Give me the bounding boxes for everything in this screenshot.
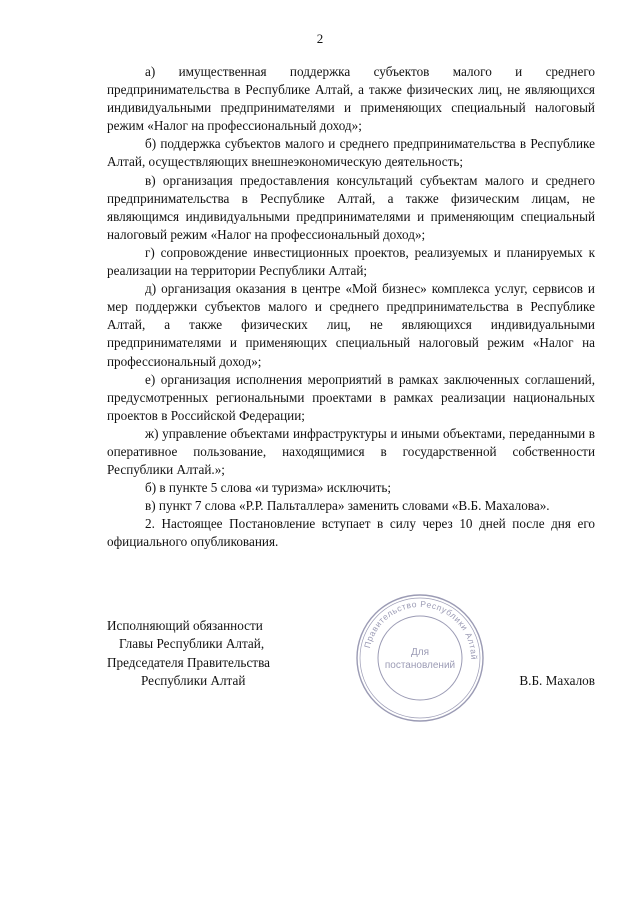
paragraph-item-e: е) организация исполнения мероприятий в рамках заключенных соглашений, предусмотренных региональными проектами в рамках реализации национальных проектов в Российской Федерации; xyxy=(107,371,595,423)
page-number: 2 xyxy=(316,31,324,46)
paragraph-item-zh: ж) управление объектами инфраструктуры и иными объектами, переданными в оперативное пользование, находящимися в государственной собственности Республики Алтай.»; xyxy=(107,425,595,478)
paragraph-item-a: а) имущественная поддержка субъектов малого и среднего предпринимательства в Республике Алтай, а также физических лиц, не являющихся индивидуальными предпринимателями и применяющих специальный налоговый режим «Налог на профессиональный доход»; xyxy=(107,64,595,134)
paragraph-item-b: б) поддержка субъектов малого и среднего предпринимательства в Республике Алтай, осуществляющих внешнеэкономическую деятельность; xyxy=(107,136,595,170)
svg-text:постановлений: постановлений xyxy=(384,660,456,671)
paragraph-amend-v: в) пункт 7 слова «Р.Р. Пальталлера» заменить словами «В.Б. Махалова». xyxy=(145,498,550,514)
signatory-title-line: Исполняющий обязанности xyxy=(107,618,263,633)
signature-block xyxy=(107,617,595,707)
paragraph-amend-b: б) в пункте 5 слова «и туризма» исключить; xyxy=(145,480,392,496)
svg-text:Правительство Республики Алтай: Правительство Республики Алтай xyxy=(362,598,480,661)
signatory-title-line: Председателя Правительства xyxy=(107,655,270,670)
svg-text:Для: Для xyxy=(410,647,430,658)
signatory-title-line: Главы Республики Алтай, xyxy=(119,636,265,651)
signatory-title-line: Республики Алтай xyxy=(141,673,246,688)
paragraph-item-v: в) организация предоставления консультаций субъектам малого и среднего предпринимательства в Республике Алтай, а также физическим лицам, не являющимся индивидуальными предпринимателями и применяющим специальный налоговый режим «Налог на профессиональный доход»; xyxy=(107,172,595,242)
official-seal-stamp xyxy=(354,592,486,724)
document-body xyxy=(107,63,595,552)
paragraph-item-g: г) сопровождение инвестиционных проектов, реализуемых и планируемых к реализации на территории Республики Алтай; xyxy=(107,244,595,279)
signatory-name: В.Б. Махалов xyxy=(519,673,595,688)
paragraph-item-d: д) организация оказания в центре «Мой бизнес» комплекса услуг, сервисов и мер поддержки субъектов малого и среднего предпринимательства в Республике Алтай, а также физических лиц, не являющихся индивидуальными предпринимателями и применяющих специальный налоговый режим «Налог на профессиональный доход»; xyxy=(107,281,595,369)
paragraph-entry-into-force: 2. Настоящее Постановление вступает в силу через 10 дней после дня его официального опубликования. xyxy=(107,516,595,550)
